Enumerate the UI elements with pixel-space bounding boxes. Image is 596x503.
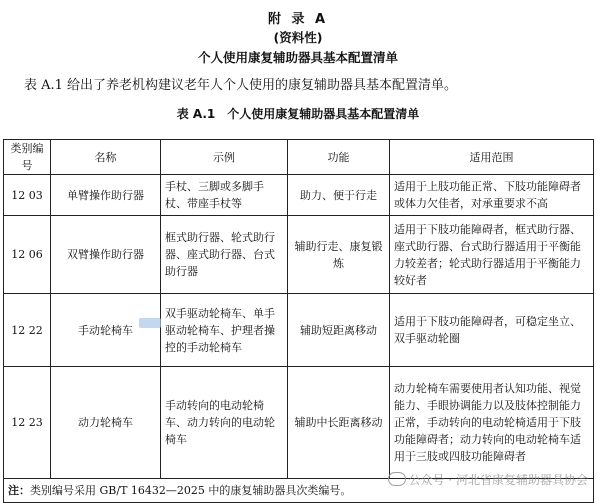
watermark [388,471,588,488]
cell-name: 双臂操作助行器 [51,216,161,294]
note-text: 类别编号采用 GB/T 16432—2025 中的康复辅助器具次类编号。 [30,484,352,497]
cell-scope: 适用于下肢功能障碍者，可稳定坐立、双手驱动轮圈 [390,294,594,367]
appendix-title: 个人使用康复辅助器具基本配置清单 [197,50,398,65]
cell-scope: 适用于下肢功能障碍者，框式助行器、座式助行器、台式助行器适用于平衡能力较差者；轮式助行器适用于平衡能力较好者 [390,216,594,294]
cell-code: 12 06 [4,216,51,294]
appendix-heading: 附 录 A [267,12,329,27]
cell-example: 手动转向的电动轮椅车、动力转向的电动轮椅车 [161,367,288,479]
cell-name: 手动轮椅车 [51,294,161,367]
header-scope: 适用范围 [390,140,594,175]
table-caption: 表 A.1 个人使用康复辅助器具基本配置清单 [176,107,420,121]
header-function: 功能 [288,140,390,175]
config-table [3,139,594,503]
table-row [4,216,594,294]
wechat-icon [388,472,406,486]
cell-example: 双手驱动轮椅车、单手驱动轮椅车、护理者操控的手动轮椅车 [161,294,288,367]
cell-function: 辅助行走、康复锻炼 [288,216,390,294]
cell-function: 辅助中长距离移动 [288,367,390,479]
table-header-row [4,140,594,175]
note-label: 注： [8,484,30,497]
cell-example: 手杖、三脚或多脚手杖、带座手杖等 [161,175,288,216]
table-row [4,294,594,367]
stamp-mark [139,318,161,328]
cell-name: 单臂操作助行器 [51,175,161,216]
header-name: 名称 [51,140,161,175]
watermark-text: 公众号 · 河北省康复辅助器具协会 [408,473,588,487]
cell-example: 框式助行器、轮式助行器、座式助行器、台式助行器 [161,216,288,294]
cell-code: 12 22 [4,294,51,367]
table-row [4,175,594,216]
cell-function: 辅助短距离移动 [288,294,390,367]
cell-code: 12 03 [4,175,51,216]
cell-scope: 动力轮椅车需要使用者认知功能、视觉能力、手眼协调能力以及肢体控制能力正常，手动转向的电动轮椅适用于下肢功能障碍者；动力转向的电动轮椅车适用于三肢或四肢功能障碍者 [390,367,594,479]
table-row [4,367,594,479]
header-example: 示例 [161,140,288,175]
cell-function: 助力、便于行走 [288,175,390,216]
cell-code: 12 23 [4,367,51,479]
cell-name: 动力轮椅车 [51,367,161,479]
header-code: 类别编号 [4,140,51,175]
cell-scope: 适用于上肢功能正常、下肢功能障碍者或体力欠佳者，对承重要求不高 [390,175,594,216]
intro-paragraph: 表 A.1 给出了养老机构建议老年人个人使用的康复辅助器具基本配置清单。 [24,78,458,93]
appendix-nature: (资料性) [273,30,323,45]
